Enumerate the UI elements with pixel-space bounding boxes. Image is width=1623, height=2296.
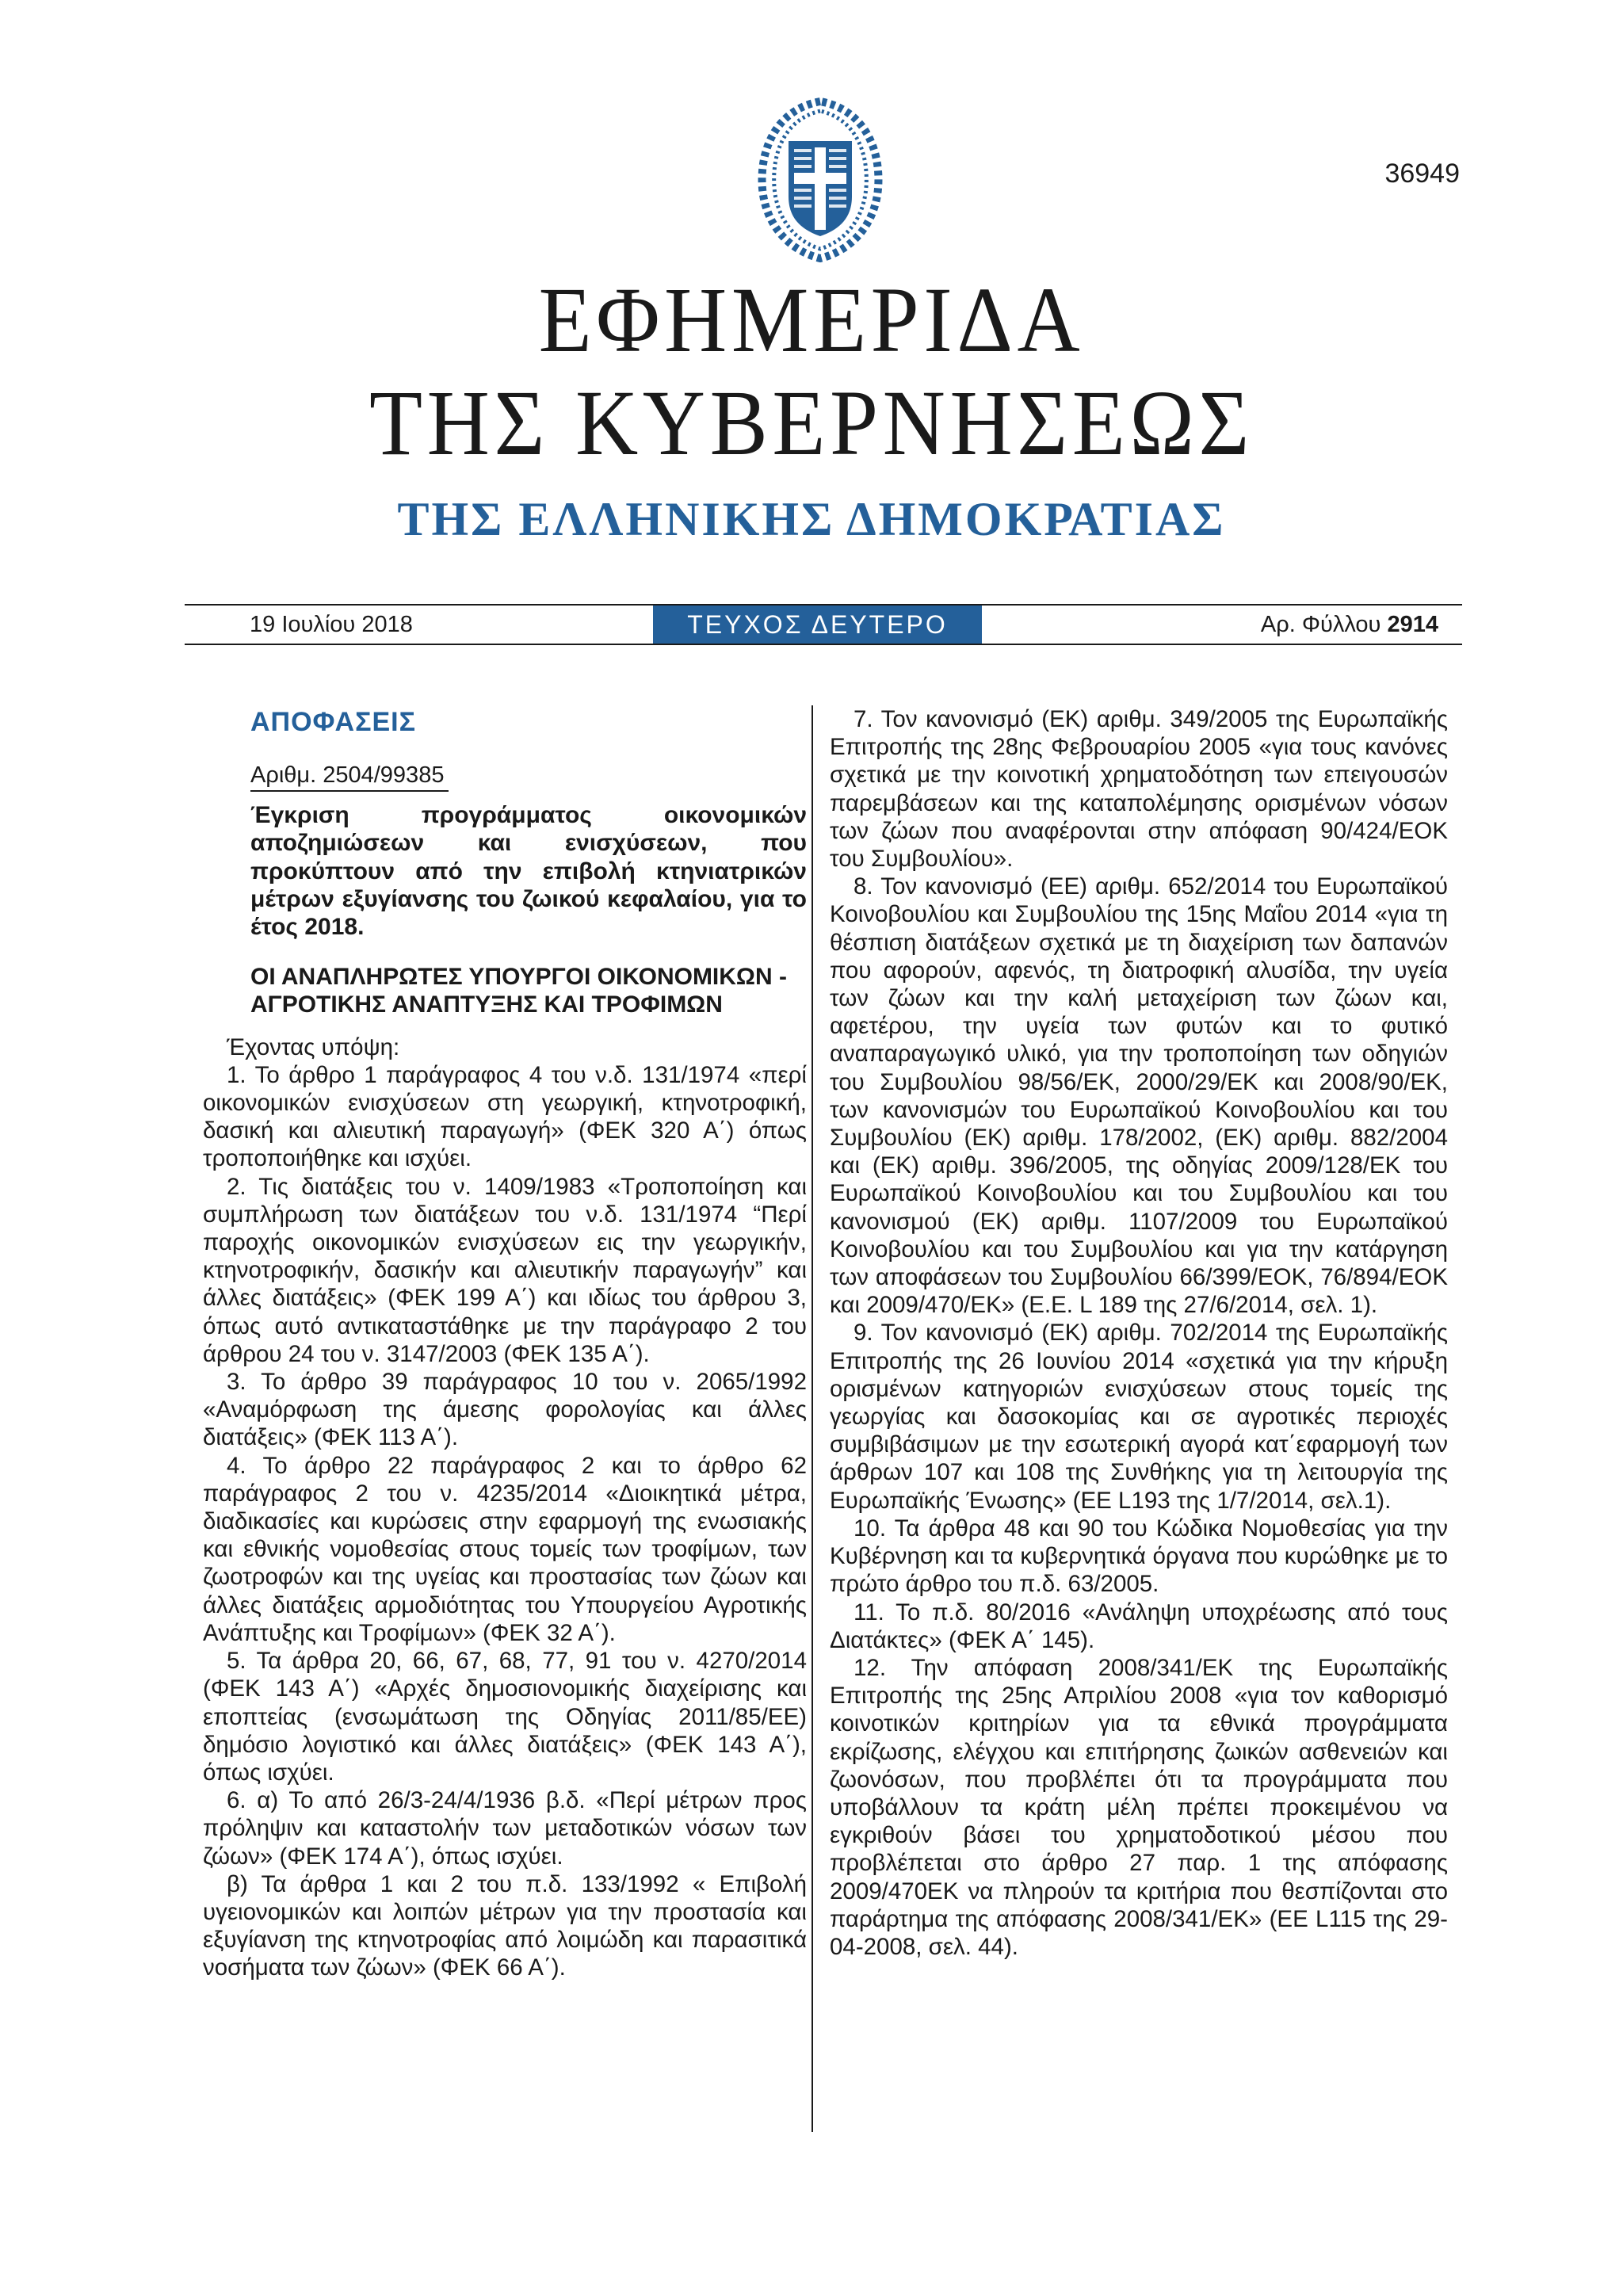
issue-bar [185, 604, 1462, 645]
page-number: 36949 [1384, 159, 1460, 189]
masthead-republic: ΤΗΣ ΕΛΛΗΝΙΚΗΣ ΔΗΜΟΚΡΑΤΙΑΣ [397, 493, 1226, 545]
issue-sheet-number: 2914 [1387, 612, 1438, 637]
section-title: ΑΠΟΦΑΣΕΙΣ [250, 707, 417, 737]
ministers-heading: ΟΙ ΑΝΑΠΛΗΡΩΤΕΣ ΥΠΟΥΡΓΟΙ ΟΙΚΟΝΟΜΙΚΩΝ - ΑΓΡΟΤΙΚΗΣ ΑΝΑΠΤΥΞΗΣ ΚΑΙ ΤΡΟΦΙΜΩΝ [250, 964, 787, 1018]
right-column [830, 705, 1448, 1961]
paragraph: 1. Το άρθρο 1 παράγραφος 4 του ν.δ. 131/1974 «περί οικονομικών ενισχύσεων στη γεωργική, κτηνοτροφική, δασική και αλιευτική παραγωγή» (ΦΕΚ 320 Α΄) όπως τροποποιήθηκε και ισχύει. [203, 1061, 807, 1172]
paragraph: 9. Τον κανονισμό (ΕΚ) αριθμ. 702/2014 της Ευρωπαϊκής Επιτροπής της 26 Ιουνίου 2014 «σχετικά για την κήρυξη ορισμένων κατηγοριών ενισχύσεων στους τομείς της γεωργίας και δασοκομίας και σε αγροτικές περιοχές συμβιβάσιμων με την εσωτερική αγορά κατ΄εφαρμογή των άρθρων 107 και 108 της Συνθήκης για τη λειτουργία της Ευρωπαϊκής Ένωσης» (ΕΕ L193 της 1/7/2014, σελ.1). [830, 1320, 1448, 1514]
decision-number: Αριθμ. 2504/99385 [250, 760, 449, 792]
column-divider [812, 705, 813, 2132]
decision-title: Έγκριση προγράμματος οικονομικών αποζημιώσεων και ενισχύσεων, που προκύπτουν από την επιβολή κτηνιατρικών μέτρων εξυγίανσης του ζωικού κεφαλαίου, για το έτος 2018. [250, 802, 807, 941]
paragraph: 5. Τα άρθρα 20, 66, 67, 68, 77, 91 του ν. 4270/2014 (ΦΕΚ 143 Α΄) «Αρχές δημοσιονομικής διαχείρισης και εποπτείας (ενσωμάτωση της Οδηγίας 2011/85/ΕΕ) δημόσιο λογιστικό και άλλες διατάξεις» (ΦΕΚ 143 Α΄), όπως ισχύει. [203, 1648, 807, 1786]
masthead-subtitle: ΤΗΣ ΚΥΒΕΡΝΗΣΕΩΣ [369, 371, 1254, 475]
paragraph: 12. Την απόφαση 2008/341/ΕΚ της Ευρωπαϊκής Επιτροπής της 25ης Απριλίου 2008 «για τον καθορισμό κοινοτικών κριτηρίων για τα εθνικά προγράμματα εκρίζωσης, ελέγχου και επιτήρησης ζωικών ασθενειών και ζωονόσων, που προβλέπει ότι τα προγράμματα που υποβάλλουν τα κράτη μέλη πρέπει προκειμένου να εγκριθούν βάσει του χρηματοδοτικού μέσου που προβλέπεται στο άρθρο 27 παρ. 1 της απόφασης 2009/470ΕΚ να πληρούν τα κριτήρια που θεσπίζονται στο παράρτημα της απόφασης 2008/341/ΕΚ» (ΕΕ L115 της 29-04-2008, σελ. 44). [830, 1654, 1448, 1960]
issue-sheet-label: Αρ. Φύλλου [1260, 612, 1381, 637]
greek-coat-of-arms-emblem [745, 94, 896, 264]
left-column [203, 705, 807, 1982]
issue-sheet [1261, 606, 1438, 644]
paragraph: 8. Τον κανονισμό (ΕΕ) αριθμ. 652/2014 του Ευρωπαϊκού Κοινοβουλίου και Συμβουλίου της 15ης Μαΐου 2014 «για τη θέσπιση διατάξεων σχετικά με τη διαχείριση των δαπανών που αφορούν, αφενός, τη διατροφική αλυσίδα, την υγεία των ζώων και την καλή μεταχείριση των ζώων και, αφετέρου, την υγεία των φυτών και το φυτικό αναπαραγωγικό υλικό, για την τροποποίηση των οδηγιών του Συμβουλίου 98/56/ΕΚ, 2000/29/ΕΚ και 2008/90/ΕΚ, των κανονισμών του Ευρωπαϊκού Κοινοβουλίου και του Συμβουλίου (ΕΚ) αριθμ. 178/2002, (ΕΚ) αριθμ. 882/2004 και (ΕΚ) αριθμ. 396/2005, της οδηγίας 2009/128/ΕΚ του Ευρωπαϊκού Κοινοβουλίου και του Συμβουλίου και του κανονισμού (ΕΚ) αριθμ. 1107/2009 του Ευρωπαϊκού Κοινοβουλίου και του Συμβουλίου και για την κατάργηση των αποφάσεων του Συμβουλίου 66/399/ΕΟΚ, 76/894/ΕΟΚ και 2009/470/ΕΚ» (Ε.Ε. L 189 της 27/6/2014, σελ. 1). [830, 873, 1448, 1319]
paragraph: β) Τα άρθρα 1 και 2 του π.δ. 133/1992 « Επιβολή υγειονομικών και λοιπών μέτρων για την προστασία και εξυγίανση της κτηνοτροφίας από λοιμώδη και παρασιτικά νοσήματα των ζώων» (ΦΕΚ 66 Α΄). [203, 1870, 807, 1981]
issue-series-badge: ΤΕΥΧΟΣ ΔΕΥΤΕΡΟ [653, 606, 982, 644]
paragraph: 2. Τις διατάξεις του ν. 1409/1983 «Τροποποίηση και συμπλήρωση των διατάξεων του ν.δ. 131/1974 “Περί παροχής οικονομικών ενισχύσεων εις την γεωργικήν, κτηνοτροφικήν, δασικήν και αλιευτικήν παραγωγήν” και άλλες διατάξεις» (ΦΕΚ 199 Α΄) και ιδίως του άρθρου 3, όπως αυτό αντικαταστάθηκε με την παράγραφο 2 του άρθρου 24 του ν. 3147/2003 (ΦΕΚ 135 Α΄). [203, 1173, 807, 1367]
masthead-title: ΕΦΗΜΕΡΙΔΑ [538, 268, 1085, 372]
issue-date: 19 Ιουλίου 2018 [250, 612, 413, 637]
paragraph: 3. Το άρθρο 39 παράγραφος 10 του ν. 2065/1992 «Αναμόρφωση της άμεσης φορολογίας και άλλες διατάξεις» (ΦΕΚ 113 Α΄). [203, 1369, 807, 1451]
intro-text: Έχοντας υπόψη: [227, 1033, 400, 1060]
paragraph: 10. Τα άρθρα 48 και 90 του Κώδικα Νομοθεσίας για την Κυβέρνηση και τα κυβερνητικά όργανα που κυρώθηκε με το πρώτο άρθρο του π.δ. 63/2005. [830, 1515, 1448, 1598]
paragraph: 7. Τον κανονισμό (ΕΚ) αριθμ. 349/2005 της Ευρωπαϊκής Επιτροπής της 28ης Φεβρουαρίου 2005 «για τους κανόνες σχετικά με την κοινοτική χρηματοδότηση των επειγουσών παρεμβάσεων και της καταπολέμησης ορισμένων νόσων των ζώων που αναφέρονται στην απόφαση 90/424/ΕΟΚ του Συμβουλίου». [830, 706, 1448, 873]
paragraph: 11. Το π.δ. 80/2016 «Ανάληψη υποχρέωσης από τους Διατάκτες» (ΦΕΚ Α΄ 145). [830, 1599, 1448, 1653]
paragraph: 4. Το άρθρο 22 παράγραφος 2 και το άρθρο 62 παράγραφος 2 του ν. 4235/2014 «Διοικητικά μέτρα, διαδικασίες και κυρώσεις στην εφαρμογή της ενωσιακής και εθνικής νομοθεσίας στους τομείς των τροφίμων, των ζωοτροφών και της υγείας και προστασίας των ζώων και άλλες διατάξεις αρμοδιότητας του Υπουργείου Αγροτικής Ανάπτυξης και Τροφίμων» (ΦΕΚ 32 Α΄). [203, 1452, 807, 1646]
paragraph: 6. α) Το από 26/3-24/4/1936 β.δ. «Περί μέτρων προς πρόληψιν και καταστολήν των μεταδοτικών νόσων των ζώων» (ΦΕΚ 174 Α΄), όπως ισχύει. [203, 1787, 807, 1870]
